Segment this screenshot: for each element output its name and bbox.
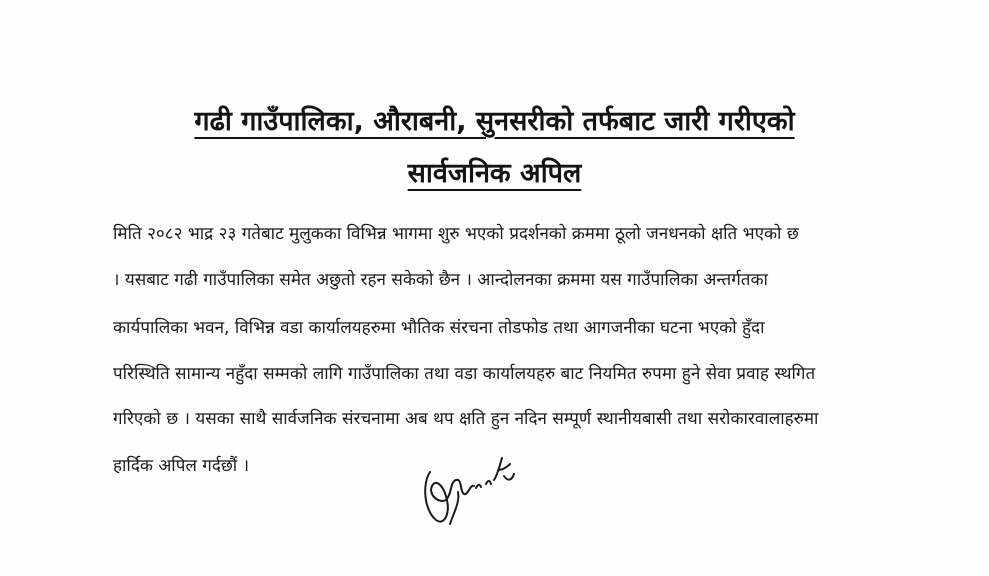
body-paragraph-line-2: । यसबाट गढी गाउँपालिका समेत अछुतो रहन सकेको छैन । आन्दोलनका क्रममा यस गाउँपालिका अन्तर्गतका — [113, 270, 768, 290]
title-text-2: सार्वजनिक अपिल — [407, 158, 582, 189]
document-title-line-1 — [0, 104, 989, 140]
body-paragraph-line-6: हार्दिक अपिल गर्दछौं । — [113, 456, 250, 476]
title-text-1: गढी गाउँपालिका, औराबनी, सुनसरीको तर्फबाट जारी गरीएको — [194, 106, 795, 137]
signature-icon — [420, 440, 530, 530]
body-paragraph-line-4: परिस्थिति सामान्य नहुँदा सम्मको लागि गाउँपालिका तथा वडा कार्यालयहरु बाट नियमित रुपमा हुने सेवा प्रवाह स्थगित — [113, 364, 816, 384]
body-paragraph-line-3: कार्यपालिका भवन, विभिन्न वडा कार्यालयहरुमा भौतिक संरचना तोडफोड तथा आगजनीका घटना भएको हुँदा — [113, 318, 765, 338]
body-paragraph-line-1: मिति २०८२ भाद्र २३ गतेबाट मुलुकका विभिन्न भागमा शुरु भएको प्रदर्शनको क्रममा ठूलो जनधनको क्षति भएको छ — [113, 224, 799, 244]
body-paragraph-line-5: गरिएको छ । यसका साथै सार्वजनिक संरचनामा अब थप क्षति हुन नदिन सम्पूर्ण स्थानीयबासी तथा सरोकारवालाहरुमा — [113, 409, 819, 429]
document-title-line-2 — [0, 156, 989, 192]
